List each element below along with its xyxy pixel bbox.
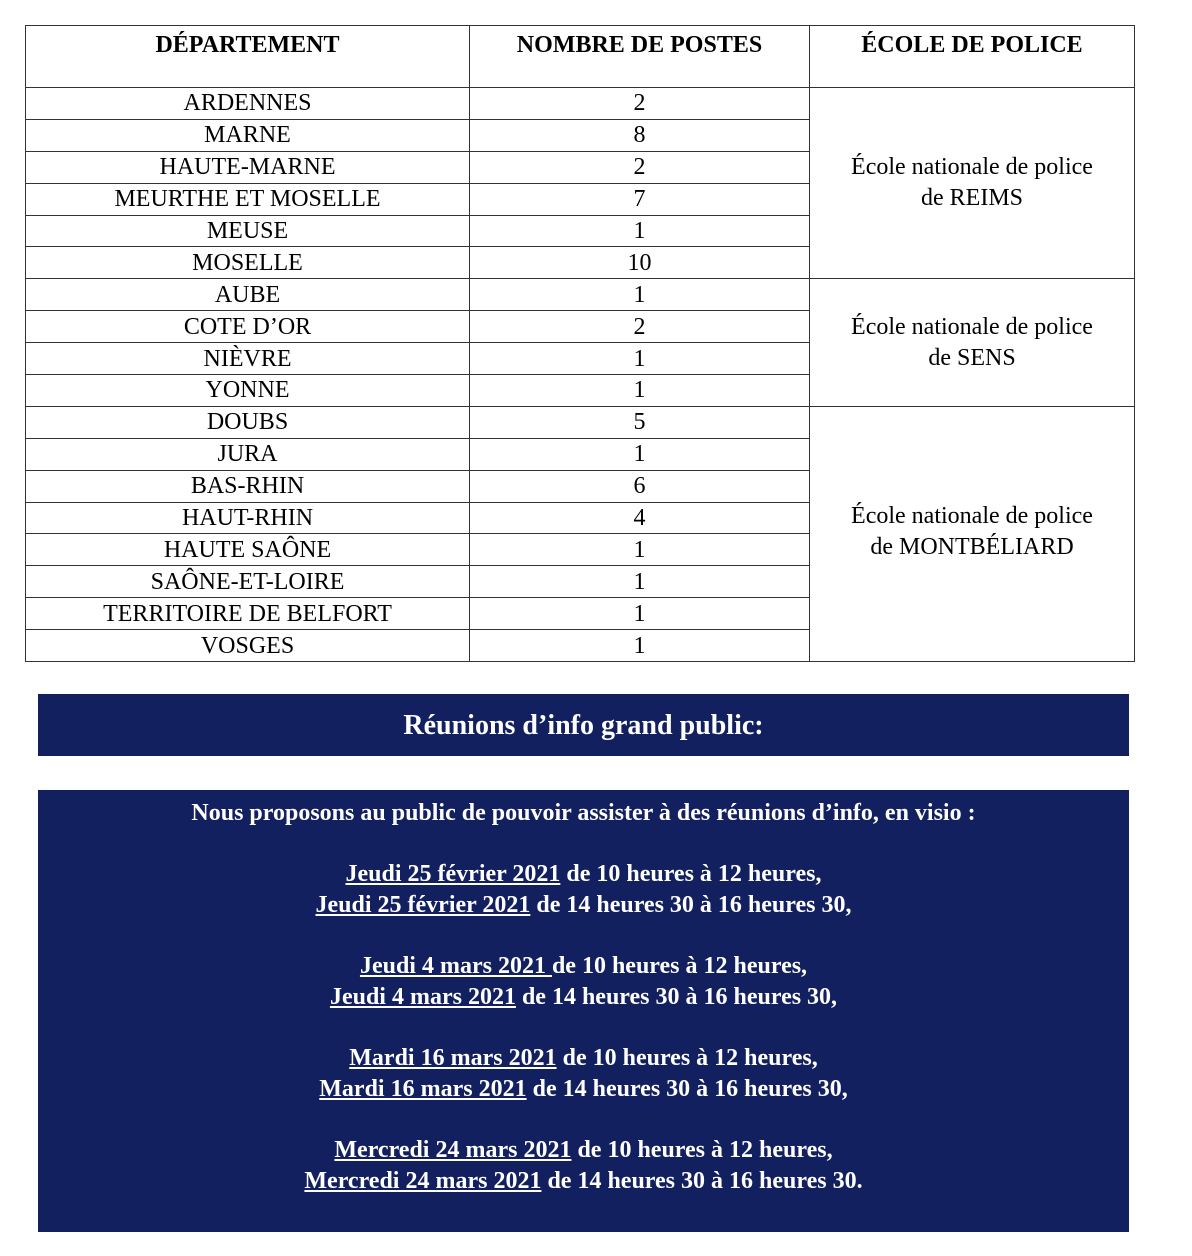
reunions-banner-body — [38, 790, 1129, 1232]
session-date: Mercredi 24 mars 2021 — [304, 1168, 542, 1194]
session-time: de 10 heures à 12 heures, — [556, 1045, 818, 1071]
session-line — [38, 951, 1129, 982]
departement-cell: MARNE — [26, 119, 470, 151]
session-time: de 14 heures 30 à 16 heures 30, — [530, 892, 852, 918]
ecole-line: École nationale de police — [851, 502, 1093, 529]
session-line — [38, 890, 1129, 921]
reunions-banner-title: Réunions d’info grand public: — [38, 694, 1129, 756]
session-group — [38, 1043, 1129, 1105]
departement-cell: YONNE — [26, 375, 470, 407]
postes-cell: 2 — [470, 88, 810, 120]
postes-cell: 1 — [470, 375, 810, 407]
ecole-line: de MONTBÉLIARD — [870, 533, 1074, 560]
departement-cell: NIÈVRE — [26, 343, 470, 375]
session-time: de 10 heures à 12 heures, — [551, 953, 808, 979]
departement-cell: VOSGES — [26, 630, 470, 662]
departement-cell: AUBE — [26, 279, 470, 311]
postes-cell: 2 — [470, 151, 810, 183]
header-ecole-police: ÉCOLE DE POLICE — [810, 26, 1135, 88]
session-group — [38, 951, 1129, 1013]
session-date: Jeudi 25 février 2021 — [345, 861, 561, 887]
ecole-line: École nationale de police — [851, 313, 1093, 340]
session-group — [38, 859, 1129, 921]
session-line — [38, 859, 1129, 890]
departement-cell: COTE D’OR — [26, 311, 470, 343]
departement-cell: TERRITOIRE DE BELFORT — [26, 598, 470, 630]
postes-cell: 10 — [470, 247, 810, 279]
ecole-line: de REIMS — [921, 185, 1023, 212]
session-time: de 14 heures 30 à 16 heures 30, — [526, 1076, 848, 1102]
ecole-line: de SENS — [928, 344, 1016, 371]
departement-cell: HAUTE SAÔNE — [26, 534, 470, 566]
session-date: Mardi 16 mars 2021 — [319, 1076, 527, 1102]
table-row — [26, 88, 1135, 120]
departement-cell: DOUBS — [26, 406, 470, 438]
postes-table — [25, 25, 1135, 662]
ecole-cell — [810, 279, 1135, 407]
postes-cell: 1 — [470, 598, 810, 630]
postes-cell: 4 — [470, 502, 810, 534]
session-time: de 14 heures 30 à 16 heures 30. — [541, 1168, 863, 1194]
postes-cell: 1 — [470, 630, 810, 662]
session-date: Jeudi 4 mars 2021 — [329, 984, 516, 1010]
departement-cell: BAS-RHIN — [26, 470, 470, 502]
departement-cell: MEUSE — [26, 215, 470, 247]
postes-cell: 8 — [470, 119, 810, 151]
session-group — [38, 1135, 1129, 1197]
session-date: Mardi 16 mars 2021 — [349, 1045, 557, 1071]
postes-cell: 6 — [470, 470, 810, 502]
session-time: de 10 heures à 12 heures, — [571, 1137, 833, 1163]
postes-cell: 1 — [470, 566, 810, 598]
departement-cell: JURA — [26, 438, 470, 470]
postes-cell: 5 — [470, 406, 810, 438]
table-row — [26, 406, 1135, 438]
departement-cell: MOSELLE — [26, 247, 470, 279]
postes-cell: 1 — [470, 215, 810, 247]
header-departement: DÉPARTEMENT — [26, 26, 470, 88]
ecole-cell — [810, 88, 1135, 279]
postes-cell: 1 — [470, 534, 810, 566]
table-body — [26, 88, 1135, 662]
departement-cell: MEURTHE ET MOSELLE — [26, 183, 470, 215]
reunions-intro: Nous proposons au public de pouvoir assister à des réunions d’info, en visio : — [191, 800, 976, 826]
departement-cell: SAÔNE-ET-LOIRE — [26, 566, 470, 598]
departement-cell: HAUTE-MARNE — [26, 151, 470, 183]
session-line — [38, 982, 1129, 1013]
session-date: Mercredi 24 mars 2021 — [334, 1137, 572, 1163]
session-line — [38, 1166, 1129, 1197]
session-line — [38, 1043, 1129, 1074]
departement-cell: ARDENNES — [26, 88, 470, 120]
session-line — [38, 1074, 1129, 1105]
session-time: de 10 heures à 12 heures, — [560, 861, 822, 887]
session-time: de 14 heures 30 à 16 heures 30, — [515, 984, 838, 1010]
postes-cell: 1 — [470, 279, 810, 311]
ecole-cell — [810, 406, 1135, 661]
postes-cell: 1 — [470, 343, 810, 375]
header-nombre-postes: NOMBRE DE POSTES — [470, 26, 810, 88]
session-line — [38, 1135, 1129, 1166]
table-header-row — [26, 26, 1135, 88]
postes-cell: 7 — [470, 183, 810, 215]
ecole-line: École nationale de police — [851, 154, 1093, 181]
postes-cell: 2 — [470, 311, 810, 343]
session-list — [38, 859, 1129, 1197]
postes-cell: 1 — [470, 438, 810, 470]
session-date: Jeudi 25 février 2021 — [315, 892, 531, 918]
table-row — [26, 279, 1135, 311]
departement-cell: HAUT-RHIN — [26, 502, 470, 534]
session-date: Jeudi 4 mars 2021 — [359, 953, 552, 979]
